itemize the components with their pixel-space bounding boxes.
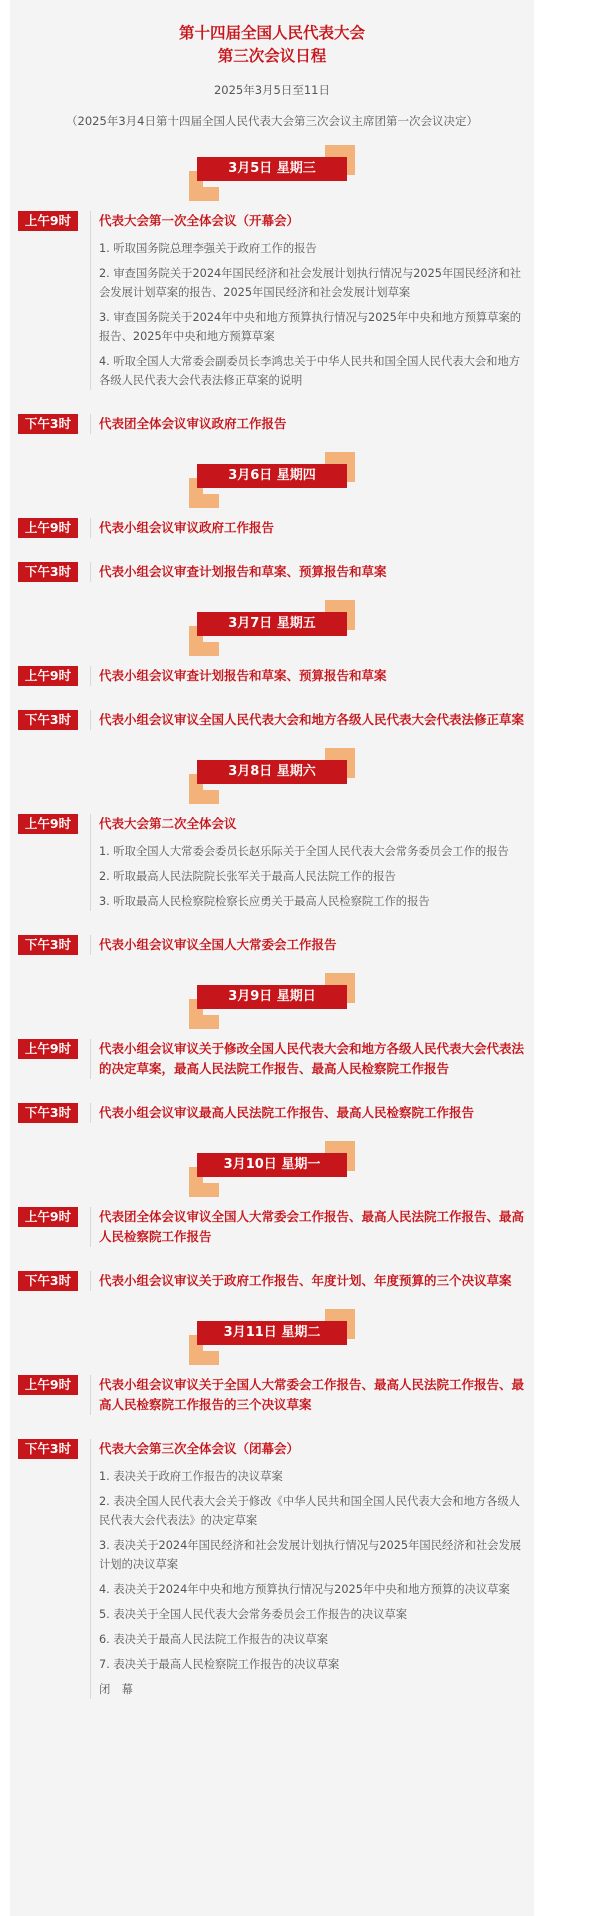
day-section bbox=[10, 460, 534, 582]
session-row bbox=[18, 710, 526, 730]
session-content bbox=[90, 211, 526, 390]
session-time-badge: 下午3时 bbox=[18, 414, 78, 434]
day-banner-label: 3月6日 星期四 bbox=[197, 464, 347, 488]
session-content bbox=[90, 1439, 526, 1699]
session-agenda: 代表小组会议审议关于全国人大常委会工作报告、最高人民法院工作报告、最高人民检察院工作报告的三个决议草案 bbox=[99, 1377, 525, 1412]
day-section bbox=[10, 981, 534, 1123]
session-row bbox=[18, 1375, 526, 1415]
agenda-item: 7. 表决关于最高人民检察院工作报告的决议草案 bbox=[99, 1658, 340, 1671]
session-agenda: 代表大会第二次全体会议 bbox=[99, 816, 237, 831]
agenda-item: 2. 表决全国人民代表大会关于修改《中华人民共和国全国人民代表大会和地方各级人民代表大会代表法》的决定草案 bbox=[99, 1495, 521, 1527]
session-content bbox=[90, 1375, 526, 1415]
session-row bbox=[18, 562, 526, 582]
session-time-badge: 上午9时 bbox=[18, 1207, 78, 1227]
day-section bbox=[10, 153, 534, 434]
page-title-line2: 第三次会议日程 bbox=[217, 47, 327, 65]
session-row bbox=[18, 814, 526, 911]
schedule-days bbox=[10, 153, 534, 1699]
session-agenda: 代表团全体会议审议政府工作报告 bbox=[99, 416, 287, 431]
day-banner bbox=[197, 460, 347, 500]
session-time-badge: 下午3时 bbox=[18, 1439, 78, 1459]
session-agenda: 代表小组会议审议全国人民代表大会和地方各级人民代表大会代表法修正草案 bbox=[99, 712, 525, 727]
day-banner-label: 3月5日 星期三 bbox=[197, 157, 347, 181]
session-row bbox=[18, 211, 526, 390]
session-time-badge: 下午3时 bbox=[18, 1103, 78, 1123]
day-section bbox=[10, 608, 534, 730]
session-time-badge: 下午3时 bbox=[18, 710, 78, 730]
session-content bbox=[90, 562, 526, 582]
session-row bbox=[18, 1207, 526, 1247]
session-time-badge: 上午9时 bbox=[18, 666, 78, 686]
agenda-item: 1. 听取全国人大常委会委员长赵乐际关于全国人民代表大会常务委员会工作的报告 bbox=[99, 845, 509, 858]
session-content bbox=[90, 414, 526, 434]
day-banner bbox=[197, 608, 347, 648]
day-banner bbox=[197, 153, 347, 193]
session-content bbox=[90, 1271, 526, 1291]
day-section bbox=[10, 756, 534, 955]
session-agenda: 代表小组会议审议全国人大常委会工作报告 bbox=[99, 937, 337, 952]
session-content bbox=[90, 1103, 526, 1123]
agenda-item: 4. 听取全国人大常委会副委员长李鸿忠关于中华人民共和国全国人民代表大会和地方各级人民代表大会代表法修正草案的说明 bbox=[99, 355, 521, 387]
agenda-item: 1. 听取国务院总理李强关于政府工作的报告 bbox=[99, 242, 317, 255]
day-banner-label: 3月8日 星期六 bbox=[197, 760, 347, 784]
agenda-item: 3. 听取最高人民检察院检察长应勇关于最高人民检察院工作的报告 bbox=[99, 895, 430, 908]
session-agenda: 代表小组会议审议关于修改全国人民代表大会和地方各级人民代表大会代表法的决定草案，最高人民法院工作报告、最高人民检察院工作报告 bbox=[99, 1041, 525, 1076]
agenda-item: 4. 表决关于2024年中央和地方预算执行情况与2025年中央和地方预算的决议草案 bbox=[99, 1583, 510, 1596]
meeting-dates: 2025年3月5日至11日 bbox=[213, 83, 331, 97]
day-section bbox=[10, 1317, 534, 1699]
session-row bbox=[18, 1439, 526, 1699]
session-content bbox=[90, 1207, 526, 1247]
session-agenda: 代表小组会议审议关于政府工作报告、年度计划、年度预算的三个决议草案 bbox=[99, 1273, 512, 1288]
session-agenda: 代表大会第一次全体会议（开幕会） bbox=[99, 213, 300, 228]
day-banner-label: 3月11日 星期二 bbox=[197, 1321, 347, 1345]
day-banner bbox=[197, 1317, 347, 1357]
session-row bbox=[18, 1039, 526, 1079]
day-section bbox=[10, 1149, 534, 1291]
session-agenda: 代表小组会议审查计划报告和草案、预算报告和草案 bbox=[99, 668, 387, 683]
agenda-item: 1. 表决关于政府工作报告的决议草案 bbox=[99, 1470, 283, 1483]
session-time-badge: 上午9时 bbox=[18, 814, 78, 834]
session-time-badge: 上午9时 bbox=[18, 1039, 78, 1059]
agenda-item: 6. 表决关于最高人民法院工作报告的决议草案 bbox=[99, 1633, 329, 1646]
session-agenda: 代表小组会议审议政府工作报告 bbox=[99, 520, 275, 535]
session-agenda: 代表团全体会议审议全国人大常委会工作报告、最高人民法院工作报告、最高人民检察院工作报告 bbox=[99, 1209, 525, 1244]
session-agenda: 代表大会第三次全体会议（闭幕会） bbox=[99, 1441, 300, 1456]
decision-note: （2025年3月4日第十四届全国人民代表大会第三次会议主席团第一次会议决定） bbox=[66, 114, 478, 128]
session-time-badge: 上午9时 bbox=[18, 211, 78, 231]
schedule-header bbox=[10, 0, 534, 129]
session-row bbox=[18, 1271, 526, 1291]
day-banner-label: 3月10日 星期一 bbox=[197, 1153, 347, 1177]
agenda-item: 2. 审查国务院关于2024年国民经济和社会发展计划执行情况与2025年国民经济和社会发展计划草案的报告、2025年国民经济和社会发展计划草案 bbox=[99, 267, 522, 299]
day-banner bbox=[197, 1149, 347, 1189]
agenda-item: 3. 表决关于2024年国民经济和社会发展计划执行情况与2025年国民经济和社会发展计划的决议草案 bbox=[99, 1539, 522, 1571]
session-row bbox=[18, 518, 526, 538]
day-banner-label: 3月7日 星期五 bbox=[197, 612, 347, 636]
agenda-item: 2. 听取最高人民法院院长张军关于最高人民法院工作的报告 bbox=[99, 870, 396, 883]
page-title-line1: 第十四届全国人民代表大会 bbox=[178, 24, 365, 42]
session-agenda: 代表小组会议审查计划报告和草案、预算报告和草案 bbox=[99, 564, 387, 579]
session-row bbox=[18, 1103, 526, 1123]
session-row bbox=[18, 935, 526, 955]
day-banner-label: 3月9日 星期日 bbox=[197, 985, 347, 1009]
session-time-badge: 上午9时 bbox=[18, 1375, 78, 1395]
session-time-badge: 下午3时 bbox=[18, 935, 78, 955]
session-row bbox=[18, 414, 526, 434]
session-agenda: 代表小组会议审议最高人民法院工作报告、最高人民检察院工作报告 bbox=[99, 1105, 475, 1120]
day-banner bbox=[197, 981, 347, 1021]
day-banner bbox=[197, 756, 347, 796]
session-time-badge: 上午9时 bbox=[18, 518, 78, 538]
schedule-document bbox=[10, 0, 534, 1916]
agenda-item: 闭 幕 bbox=[99, 1683, 133, 1696]
session-time-badge: 下午3时 bbox=[18, 1271, 78, 1291]
session-time-badge: 下午3时 bbox=[18, 562, 78, 582]
session-content bbox=[90, 518, 526, 538]
session-content bbox=[90, 710, 526, 730]
session-content bbox=[90, 814, 526, 911]
agenda-item: 5. 表决关于全国人民代表大会常务委员会工作报告的决议草案 bbox=[99, 1608, 408, 1621]
session-content bbox=[90, 935, 526, 955]
agenda-item: 3. 审查国务院关于2024年中央和地方预算执行情况与2025年中央和地方预算草案的报告、2025年中央和地方预算草案 bbox=[99, 311, 522, 343]
session-content bbox=[90, 666, 526, 686]
session-row bbox=[18, 666, 526, 686]
session-content bbox=[90, 1039, 526, 1079]
